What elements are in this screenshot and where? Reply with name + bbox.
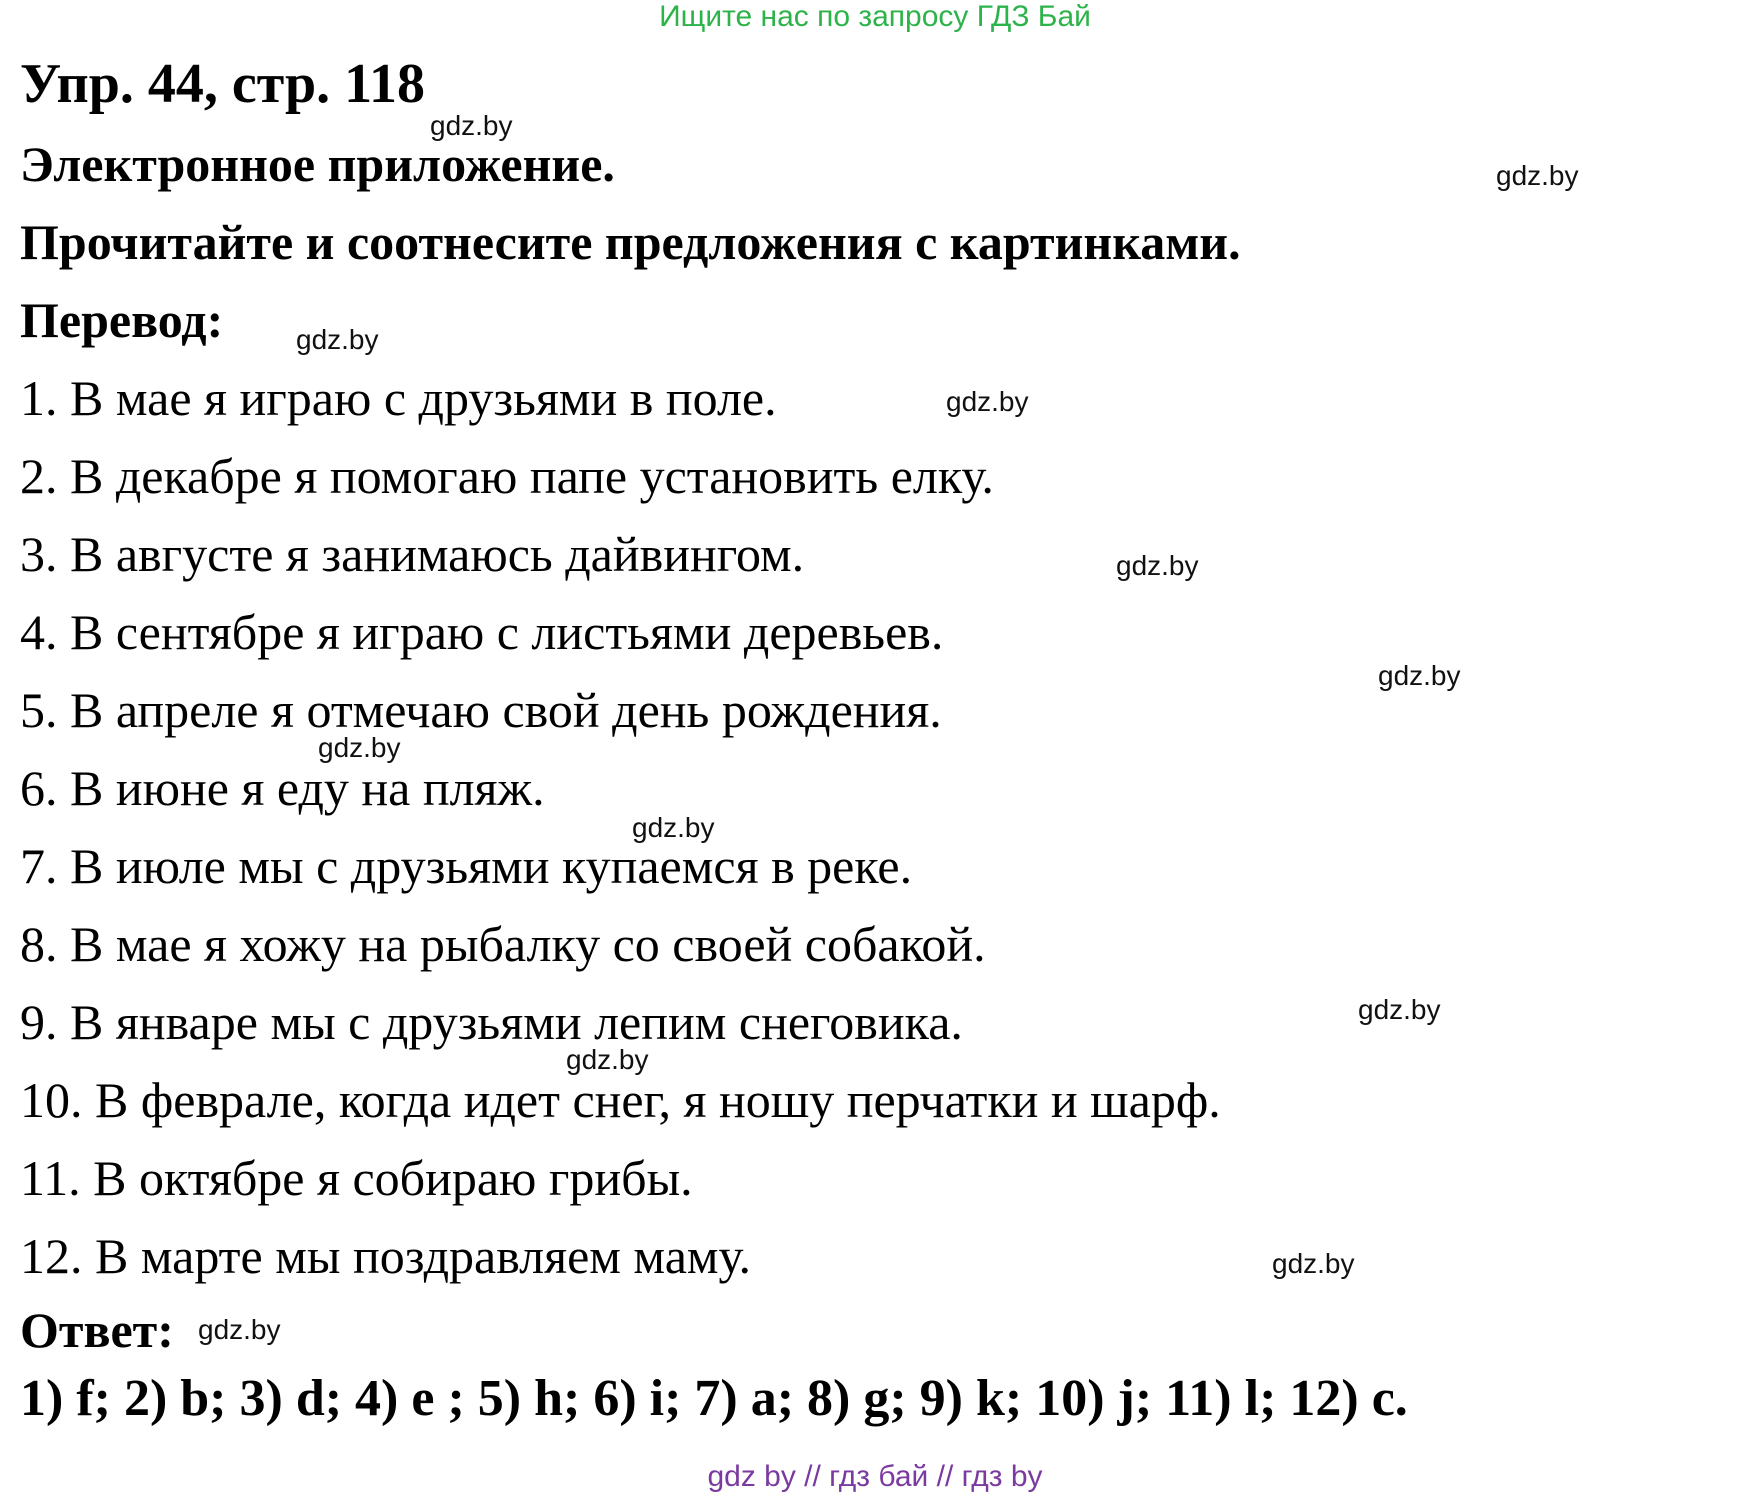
sentence-9: 9. В январе мы с друзьями лепим снеговика.	[20, 994, 963, 1050]
translation-label: Перевод:	[20, 292, 224, 348]
sentence-7: 7. В июле мы с друзьями купаемся в реке.	[20, 838, 913, 894]
sentence-4: 4. В сентябре я играю с листьями деревьев.	[20, 604, 944, 660]
watermark: gdz.by	[946, 386, 1029, 417]
answer-label: Ответ:	[20, 1302, 174, 1358]
watermark: gdz.by	[1496, 160, 1579, 191]
watermark: gdz.by	[1272, 1248, 1355, 1279]
watermark: gdz.by	[318, 732, 401, 763]
sentence-5: 5. В апреле я отмечаю свой день рождения.	[20, 682, 942, 738]
watermark: gdz.by	[198, 1314, 281, 1345]
watermark: gdz.by	[632, 812, 715, 843]
sentence-2: 2. В декабре я помогаю папе установить елку.	[20, 448, 994, 504]
watermark: gdz.by	[1116, 550, 1199, 581]
answer-text: 1) f; 2) b; 3) d; 4) e ; 5) h; 6) i; 7) a; 8) g; 9) k; 10) j; 11) l; 12) c.	[20, 1370, 1408, 1427]
sentence-10: 10. В феврале, когда идет снег, я ношу перчатки и шарф.	[20, 1072, 1221, 1128]
sentence-12: 12. В марте мы поздравляем маму.	[20, 1228, 752, 1284]
sentence-3: 3. В августе я занимаюсь дайвингом.	[20, 526, 805, 582]
watermark: gdz.by	[1358, 994, 1441, 1025]
sentence-8: 8. В мае я хожу на рыбалку со своей собакой.	[20, 916, 986, 972]
exercise-subtitle: Электронное приложение.	[20, 136, 615, 192]
footer-links[interactable]: gdz by // гдз бай // гдз by	[707, 1460, 1043, 1493]
top-banner-link[interactable]: Ищите нас по запросу ГДЗ Бай	[659, 0, 1091, 33]
watermark: gdz.by	[566, 1044, 649, 1075]
task-instruction: Прочитайте и соотнесите предложения с картинками.	[20, 214, 1241, 270]
exercise-title: Упр. 44, стр. 118	[20, 53, 426, 115]
sentence-1: 1. В мае я играю с друзьями в поле.	[20, 370, 777, 426]
watermark: gdz.by	[296, 324, 379, 355]
watermark: gdz.by	[1378, 660, 1461, 691]
sentence-11: 11. В октябре я собираю грибы.	[20, 1150, 693, 1206]
watermark: gdz.by	[430, 110, 513, 141]
sentence-6: 6. В июне я еду на пляж.	[20, 760, 545, 816]
